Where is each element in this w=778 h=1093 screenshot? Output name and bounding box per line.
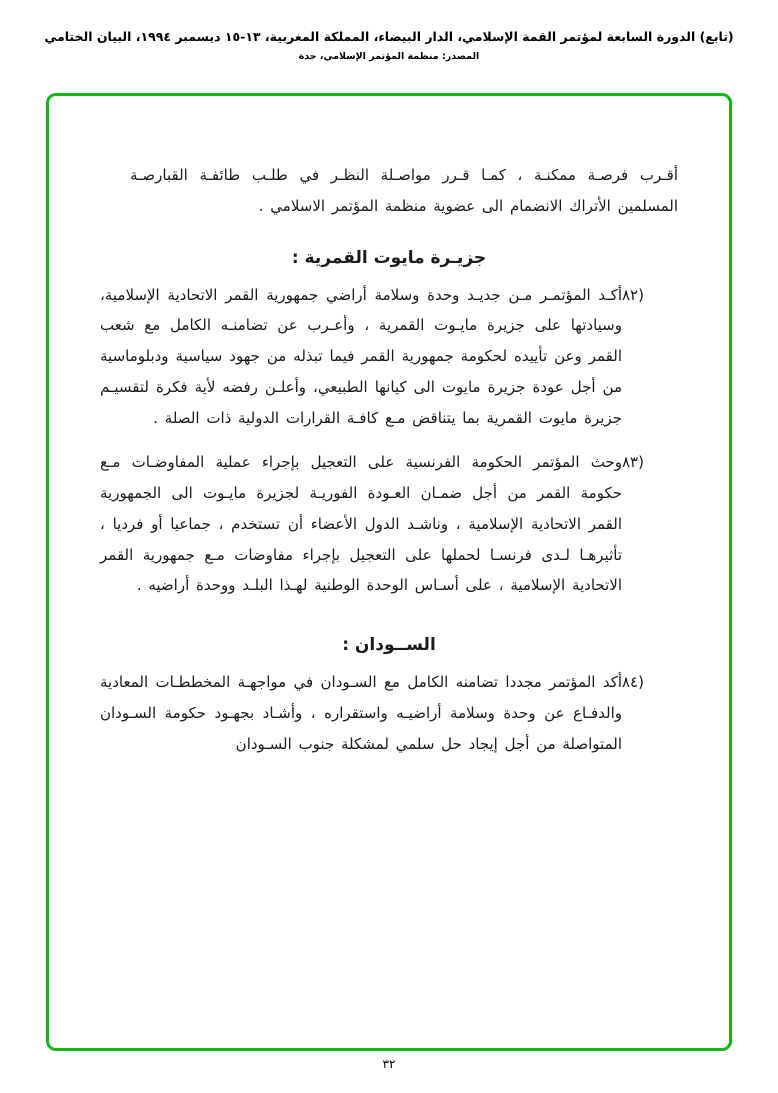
intro-paragraph: أقـرب فرصـة ممكنـة ، كمـا قـرر مواصـلة النظـر في طلـب طائفـة القبارصـة المسلمين الأتراك الانضمام الى عضوية منظمة المؤتمر الاسلامي . (130, 166, 678, 215)
item-number: (٨٤ (622, 673, 644, 691)
document-body (100, 160, 678, 773)
header-title: (تابع) الدورة السابعة لمؤتمر القمة الإسلامي، الدار البيضاء، المملكة المغربية، ١٣-١٥ ديسمبر ١٩٩٤، البيان الختامي (44, 29, 734, 44)
item-text: وحث المؤتمر الحكومة الفرنسية على التعجيل بإجراء عملية المفاوضـات مـع حكومة القمر من أجل ضمـان العـودة الفوريـة لجزيرة مايـوت الى الجمهورية القمر الاتحادية الإسلامية ، وناشـد الدول الأعضاء أن تستخدم ، جماعيا أو فرديا ، تأثيرهـا لـدى فرنسـا لحملها على التعجيل بإجراء مفاوضات مـع جمهورية القمر الاتحادية الإسلامية ، على أسـاس الوحدة الوطنية لهـذا البلـد ووحدة أراضيه . (100, 453, 622, 595)
page-header (0, 28, 778, 63)
section-heading-sudan: الســودان : (342, 635, 436, 655)
item-number: (٨٣ (622, 453, 644, 472)
page-number: ٣٢ (382, 1057, 396, 1071)
numbered-item (100, 280, 678, 434)
item-text: أكد المؤتمر مجددا تضامنه الكامل مع السـودان في مواجهـة المخططـات المعادية والدفـاع عن وحدة وسلامة أراضيـه واستقراره ، وأشـاد بجهـود حكومة السـودان المتواصلة من أجل إيجاد حل سلمي لمشكلة جنوب السـودان (100, 673, 622, 753)
item-number: (٨٢ (622, 285, 644, 304)
header-source: المصدر: منظمة المؤتمر الإسلامي، جدة (298, 50, 480, 62)
page-footer (0, 1057, 778, 1071)
numbered-item (100, 667, 678, 759)
numbered-item (100, 447, 678, 601)
section-heading-mayotte: جزيـرة مايوت القمرية : (291, 247, 487, 268)
item-text: أكـد المؤتمـر مـن جديـد وحدة وسلامة أراضي جمهورية القمر الاتحادية الإسلامية، وسيادتها على جزيرة مايـوت القمرية ، وأعـرب عن تضامنـه الكامل مع شعب القمر وعن تأييده لحكومة جمهورية القمر فيما تبذله من جهود سياسية ودبلوماسية من أجل عودة جزيرة مايوت الى كيانها الطبيعي، وأعلـن رفضه لأية فكرة لتقسيـم جزيرة مايوت القمرية بما يتناقض مـع كافـة القرارات الدولية ذات الصلة . (100, 285, 622, 427)
